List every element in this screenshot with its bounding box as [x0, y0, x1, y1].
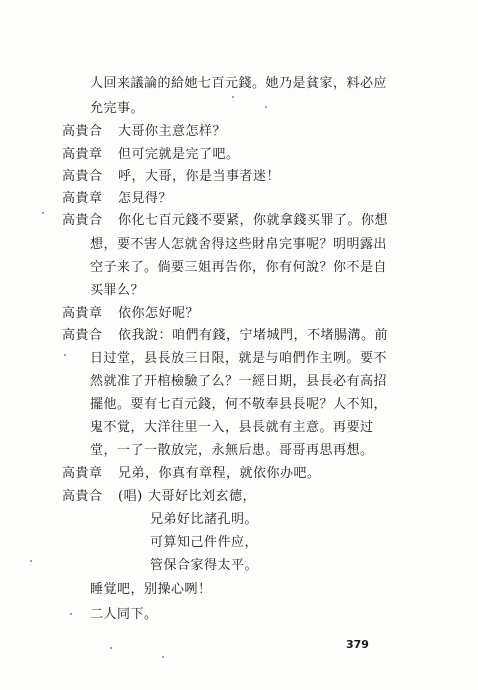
- print-speck: [42, 212, 44, 214]
- song-line: 兄弟好比諸孔明。: [150, 512, 259, 527]
- speaker-name: 高貴合: [62, 328, 103, 343]
- speaker-name: 高貴合: [62, 124, 103, 139]
- speaker-name: 高貴章: [62, 306, 103, 321]
- dialogue-line: 你化七百元錢不要紧，你就拿錢买罪了。你想: [118, 213, 389, 228]
- print-speck: [70, 613, 72, 615]
- dialogue-line: 兄弟，你真有章程，就依你办吧。: [118, 466, 321, 481]
- text-line: 允完事。: [90, 101, 145, 116]
- song-line: 可算知己件件应，: [150, 535, 259, 550]
- print-speck: [265, 106, 267, 108]
- dialogue-line: 然就准了开棺檢驗了么？一經日期，县長必有高招: [90, 374, 388, 389]
- text-line: 人回来議論的給她七百元錢。她乃是貧家，料必应: [90, 76, 388, 91]
- speaker-name: 高貴合: [62, 213, 103, 228]
- dialogue-line: 买罪么？: [90, 283, 145, 298]
- dialogue-line: 空子来了。倘要三姐再告你，你有何說？你不是自: [90, 260, 388, 275]
- dialogue-line: 怎見得？: [118, 191, 173, 206]
- print-speck: [232, 96, 234, 98]
- dialogue-line: 依我說：咱們有錢，宁堵城門，不堵腸溝。前: [118, 328, 389, 343]
- print-speck: [162, 656, 164, 658]
- dialogue-line: 日过堂，县長放三日限，就是与咱們作主咧。要不: [90, 351, 388, 366]
- stage-direction: 二人同下。: [90, 607, 158, 622]
- dialogue-line: 睡覚吧，别操心咧！: [90, 582, 212, 597]
- dialogue-line: 堂，一了一散放完，永無后患。哥哥再思再想。: [90, 443, 374, 458]
- dialogue-line: 但可完就是完了吧。: [118, 147, 240, 162]
- stage-direction: (唱): [118, 489, 143, 504]
- page-number: 379: [346, 638, 369, 651]
- dialogue-line: 呼，大哥，你是当事者迷！: [118, 169, 281, 184]
- print-speck: [64, 354, 66, 356]
- dialogue-line: 擺他。要有七百元錢，何不敬奉县長呢？人不知，: [90, 397, 388, 412]
- speaker-name: 高貴章: [62, 147, 103, 162]
- print-speck: [110, 647, 112, 649]
- song-line: 大哥好比刘玄德，: [148, 489, 257, 504]
- speaker-name: 高貴合: [62, 169, 103, 184]
- dialogue-line: 依你怎好呢？: [118, 306, 200, 321]
- print-speck: [30, 560, 32, 562]
- speaker-name: 高貴章: [62, 191, 103, 206]
- speaker-name: 高貴合: [62, 489, 103, 504]
- speaker-name: 高貴章: [62, 466, 103, 481]
- dialogue-line: 想，要不害人怎就舍得这些財帛完事呢？明明露出: [90, 237, 388, 252]
- dialogue-line: 大哥你主意怎样？: [118, 124, 227, 139]
- song-line: 管保合家得太平。: [150, 558, 259, 573]
- dialogue-line: 鬼不覚，大洋往里一入，县長就有主意。再要过: [90, 420, 374, 435]
